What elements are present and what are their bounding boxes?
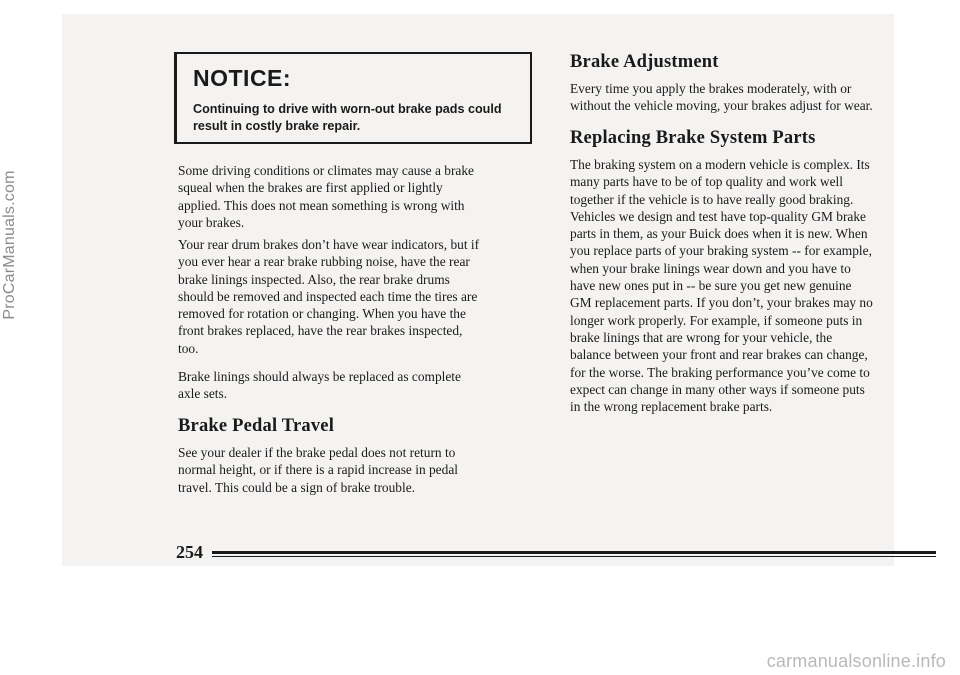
heading-brake-pedal-travel: Brake Pedal Travel: [178, 416, 335, 436]
paragraph-axle-sets: Brake linings should always be replaced as complete axle sets.: [178, 369, 461, 402]
paragraph-replacing-brake-parts: The braking system on a modern vehicle is complex. Its many parts have to be of top quality and work well together if the vehicle is to have really good braking. Vehicles we design and test have top-quality GM brake parts in them, as your Buick does when it is new. When you replace parts of your braking system -- for example, when your brake linings wear down and you have to have new ones put in -- be sure you get new genuine GM replacement parts. If you don’t, your brakes may no longer work properly. For example, if someone puts in brake linings that are wrong for your vehicle, the balance between your front and rear brakes can change, for the worse. The braking performance you’ve come to expect can change in many other ways if someone puts in the wrong replacement brake parts.: [570, 157, 873, 415]
paragraph-brake-pedal-travel: See your dealer if the brake pedal does not return to normal height, or if there is a rapid increase in pedal travel. This could be a sign of brake trouble.: [178, 445, 458, 495]
manual-page: [62, 14, 894, 566]
bottom-watermark: carmanualsonline.info: [766, 651, 946, 671]
notice-title: NOTICE:: [193, 65, 292, 91]
heading-replacing-brake-parts: Replacing Brake System Parts: [570, 128, 816, 148]
footer-rule-thin: [212, 556, 936, 557]
page-number: 254: [176, 542, 203, 562]
heading-brake-adjustment: Brake Adjustment: [570, 52, 719, 72]
paragraph-rear-drum-brakes: Your rear drum brakes don’t have wear indicators, but if you ever hear a rear brake rubbing noise, have the rear brake linings inspected. Also, the rear brake drums should be removed and inspected each time the tires are removed for rotation or changing. When you have the front brakes replaced, have the rear brakes inspected, too.: [178, 237, 480, 356]
footer-rule-thick: [212, 551, 936, 554]
side-watermark: ProCarManuals.com: [1, 170, 18, 320]
notice-text: Continuing to drive with worn-out brake pads could result in costly brake repair.: [193, 102, 502, 133]
paragraph-brake-squeal: Some driving conditions or climates may cause a brake squeal when the brakes are first applied or lightly applied. This does not mean something is wrong with your brakes.: [178, 163, 474, 230]
notice-box: [174, 52, 532, 144]
paragraph-brake-adjustment: Every time you apply the brakes moderately, with or without the vehicle moving, your brakes adjust for wear.: [570, 81, 873, 114]
